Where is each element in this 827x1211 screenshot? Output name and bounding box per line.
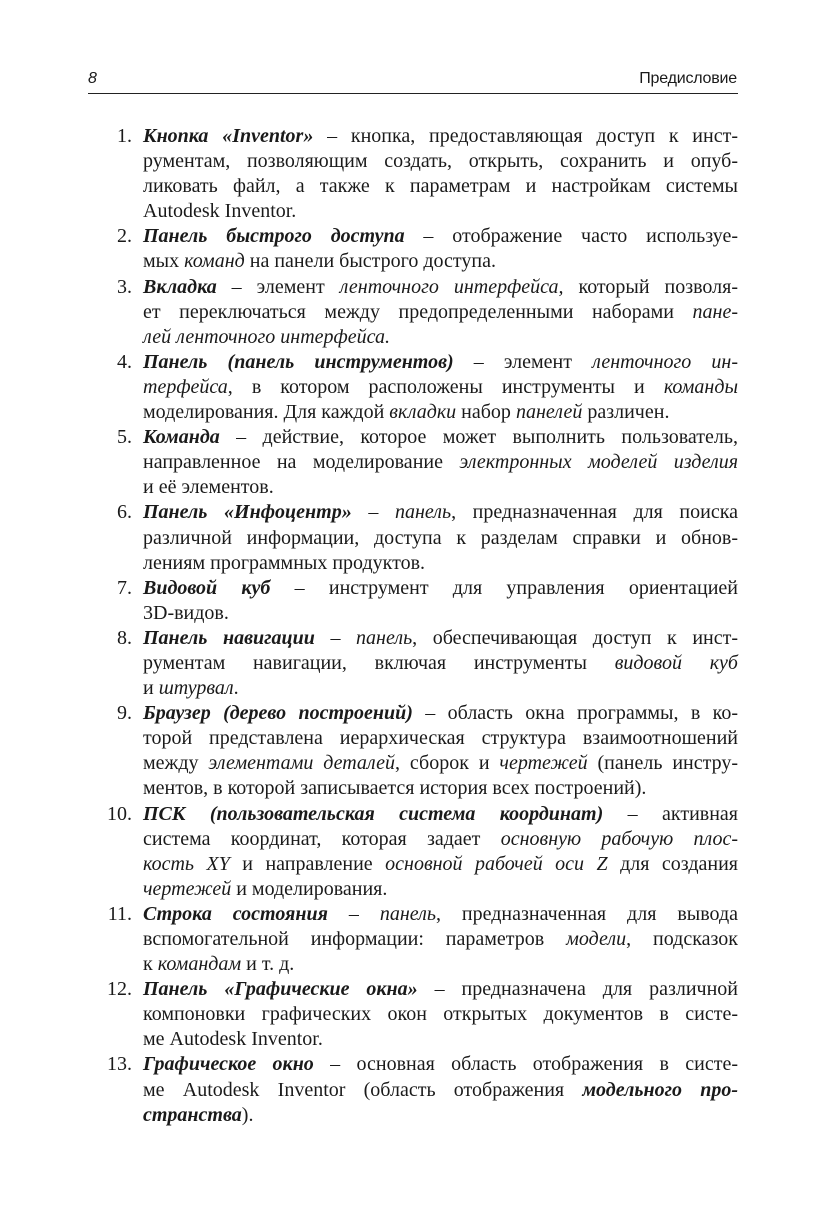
emphasis: чертежей — [499, 752, 588, 775]
text-line — [143, 400, 738, 425]
text-run: , в котором расположены инструменты и — [227, 375, 664, 398]
page-number: 8 — [88, 70, 97, 87]
text-line — [143, 726, 738, 751]
item-number: 13. — [107, 1053, 132, 1076]
text-line — [143, 1103, 738, 1128]
text-run: – — [327, 902, 380, 925]
definition-list — [88, 124, 738, 1128]
emphasis: панель — [379, 902, 436, 925]
term: Графическое окно — [143, 1053, 314, 1076]
emphasis: лей ленточного интерфейса. — [143, 325, 390, 348]
text-run: рументам, позволяющим создать, открыть, сохранить и опуб- — [143, 150, 738, 173]
text-run: лениям программных продуктов. — [143, 551, 426, 574]
text-line — [143, 249, 738, 274]
text-line — [143, 877, 738, 902]
text-line — [143, 1078, 738, 1103]
list-item — [88, 977, 738, 1052]
list-item — [88, 1052, 738, 1127]
text-run: вспомогательной информации: параметров — [143, 928, 567, 950]
text-run: – инструмент для управления ориентацией — [270, 576, 738, 599]
emphasis: пане- — [692, 300, 738, 323]
running-header — [88, 67, 738, 94]
text-run: . — [233, 677, 239, 700]
text-line — [143, 852, 738, 877]
emphasis: основную рабочую плос- — [500, 827, 738, 850]
list-item — [88, 350, 738, 425]
text-run: моделирования. Для каждой — [143, 401, 390, 424]
text-run: (панель инстру- — [587, 752, 738, 775]
item-number: 2. — [117, 225, 132, 248]
emphasis: электронных моделей изделия — [459, 451, 738, 474]
emphasis: панель — [394, 501, 452, 524]
text-run: – область окна программы, в ко- — [412, 702, 738, 725]
text-run: ет переключаться между предопределенными наборами — [143, 300, 693, 323]
list-item — [88, 425, 738, 500]
text-run: который позволя- — [563, 275, 739, 298]
text-run: на панели быстрого доступа. — [244, 250, 496, 273]
text-run: – активная — [603, 802, 739, 825]
term: Панель навигации — [143, 626, 315, 649]
text-line — [143, 576, 738, 601]
emphasis: панель — [356, 626, 413, 649]
text-line — [143, 977, 738, 1002]
text-run: – элемент — [216, 275, 340, 298]
list-item — [88, 701, 738, 801]
text-run: ликовать файл, а также к параметрам и настройкам системы — [143, 175, 738, 198]
term: Панель быстрого доступа — [143, 225, 405, 248]
emphasis: ленточного интерфейса, — [339, 275, 564, 298]
text-run: – — [314, 626, 357, 649]
text-run: различной информации, доступа к разделам справки и обнов- — [143, 526, 738, 549]
item-number: 10. — [107, 802, 132, 825]
text-run: к — [143, 953, 158, 976]
text-line — [143, 149, 738, 174]
emphasis: панелей — [515, 401, 583, 424]
text-run: рументам навигации, включая инструменты — [143, 651, 615, 674]
item-number: 5. — [117, 426, 132, 449]
text-line — [143, 1002, 738, 1027]
text-run: и направление — [229, 852, 386, 875]
text-run: , предназначенная для вывода — [435, 902, 739, 925]
item-number: 11. — [107, 902, 132, 925]
term: Панель «Графические окна» — [143, 978, 418, 1001]
emphasis: видовой куб — [614, 651, 738, 674]
term: Панель (панель инструментов) — [143, 350, 454, 373]
item-number: 4. — [117, 350, 132, 373]
text-run: ме Autodesk Inventor (область отображения — [143, 1078, 583, 1101]
text-run: для создания — [607, 852, 738, 875]
text-line — [143, 124, 738, 149]
text-line — [143, 425, 738, 450]
text-run: , обеспечивающая доступ к инст- — [412, 626, 739, 649]
text-run: – кнопка, предоставляющая доступ к инст- — [313, 125, 738, 147]
list-item — [88, 576, 738, 626]
text-line — [143, 300, 738, 325]
term: Команда — [143, 426, 220, 449]
text-line — [143, 224, 738, 249]
text-run: 3D-видов. — [143, 601, 229, 624]
emphasis: команды — [663, 375, 738, 398]
emphasis: модели — [566, 928, 627, 950]
text-run: , подсказок — [626, 928, 738, 950]
text-line — [143, 551, 738, 576]
text-run: компоновки графических окон открытых документов в систе- — [143, 1003, 738, 1026]
text-run: и её элементов. — [143, 476, 274, 499]
text-line — [143, 952, 738, 977]
emphasis: терфейса — [143, 375, 228, 398]
text-line — [143, 776, 738, 801]
term: Видовой куб — [143, 576, 271, 599]
text-run: , предназначенная для поиска — [451, 501, 738, 524]
list-item — [88, 275, 738, 350]
text-run: – предназначена для различной — [417, 978, 738, 1001]
emphasis: ленточного ин- — [592, 350, 738, 373]
text-run: набор — [456, 401, 516, 424]
text-line — [143, 475, 738, 500]
text-line — [143, 526, 738, 551]
term: ПСК (пользовательская система координат) — [143, 802, 604, 825]
item-number: 6. — [117, 501, 132, 524]
text-run: – отображение часто используе- — [404, 225, 738, 248]
text-run: – элемент — [453, 350, 593, 373]
text-line — [143, 1027, 738, 1052]
text-run: и т. д. — [241, 953, 295, 976]
list-item — [88, 802, 738, 902]
text-line — [143, 902, 738, 927]
text-line — [143, 1052, 738, 1077]
term: Панель «Инфоцентр» — [143, 501, 352, 524]
text-run: , сборок и — [395, 752, 500, 775]
emphasis: вкладки — [389, 401, 457, 424]
text-run: и моделирования. — [231, 877, 388, 900]
term: Строка состояния — [143, 902, 328, 925]
item-number: 8. — [117, 626, 132, 649]
text-line — [143, 827, 738, 852]
list-item — [88, 124, 738, 224]
list-item — [88, 224, 738, 274]
text-run: ). — [241, 1103, 254, 1126]
emphasis: основной рабочей оси Z — [385, 852, 608, 875]
list-item — [88, 902, 738, 977]
text-run: торой представлена иерархическая структура взаимоотношений — [143, 727, 738, 750]
term: модельного про- — [582, 1078, 738, 1101]
text-run: – — [351, 501, 395, 524]
text-run: мых — [143, 250, 185, 273]
text-line — [143, 676, 738, 701]
text-line — [143, 500, 738, 525]
text-run: – действие, которое может выполнить пользователь, — [219, 426, 738, 449]
term: Кнопка «Inventor» — [143, 125, 314, 147]
text-line — [143, 174, 738, 199]
item-number: 9. — [117, 702, 132, 725]
emphasis: штурвал — [158, 677, 234, 700]
text-line — [143, 199, 738, 224]
text-run: направленное на моделирование — [143, 451, 460, 474]
text-line — [143, 751, 738, 776]
section-title: Предисловие — [639, 70, 737, 87]
emphasis: командам — [157, 953, 242, 976]
item-number: 1. — [117, 125, 132, 147]
list-item — [88, 626, 738, 701]
text-line — [143, 651, 738, 676]
text-line — [143, 701, 738, 726]
text-run: Autodesk Inventor. — [143, 200, 297, 223]
term: Вкладка — [143, 275, 217, 298]
term: Браузер (дерево построений) — [143, 702, 413, 725]
term: странства — [143, 1103, 242, 1126]
item-number: 3. — [117, 275, 132, 298]
item-number: 7. — [117, 576, 132, 599]
emphasis: элементами деталей — [208, 752, 396, 775]
text-line — [143, 927, 738, 952]
emphasis: чертежей — [143, 877, 232, 900]
emphasis: кость XY — [143, 852, 230, 875]
emphasis: команд — [184, 250, 245, 273]
text-run: система координат, которая задает — [143, 827, 501, 850]
text-run: ме Autodesk Inventor. — [143, 1028, 323, 1051]
text-line — [143, 350, 738, 375]
text-run: различен. — [582, 401, 670, 424]
text-run: – основная область отображения в систе- — [313, 1053, 738, 1076]
text-line — [143, 375, 738, 400]
list-item — [88, 500, 738, 575]
text-run: и — [143, 677, 159, 700]
item-number: 12. — [107, 978, 132, 1001]
text-line — [143, 601, 738, 626]
text-line — [143, 325, 738, 350]
text-run: между — [143, 752, 209, 775]
text-run: ментов, в которой записывается история всех построений). — [143, 777, 647, 800]
text-line — [143, 802, 738, 827]
text-line — [143, 275, 738, 300]
text-line — [143, 626, 738, 651]
text-line — [143, 450, 738, 475]
